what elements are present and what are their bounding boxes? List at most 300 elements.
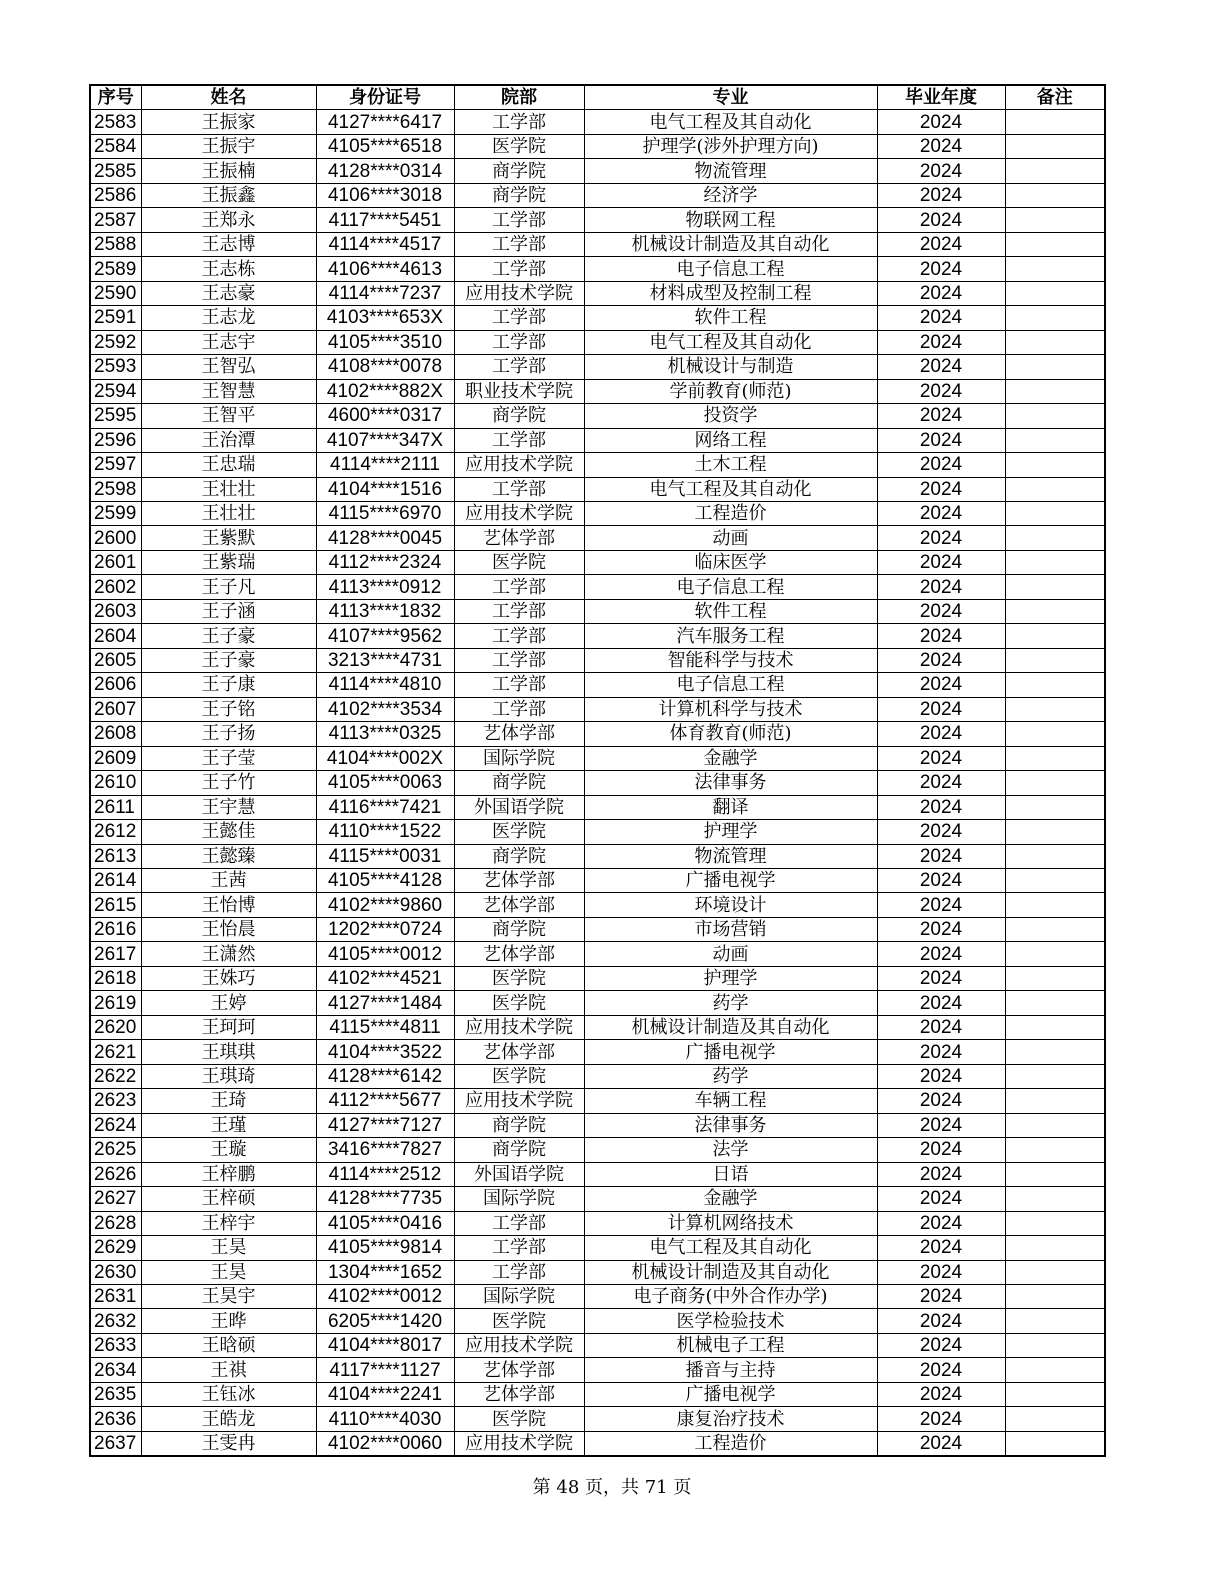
- cell-year: 2024: [877, 844, 1005, 868]
- cell-id: 4113****0912: [316, 575, 454, 599]
- cell-seq: 2611: [90, 795, 141, 819]
- cell-note: [1005, 134, 1105, 158]
- cell-id: 4115****0031: [316, 844, 454, 868]
- cell-dept: 商学院: [454, 1138, 584, 1162]
- cell-seq: 2591: [90, 306, 141, 330]
- table-row: [90, 208, 1105, 232]
- cell-major: 体育教育(师范): [584, 722, 877, 746]
- cell-id: 4107****347X: [316, 428, 454, 452]
- cell-year: 2024: [877, 355, 1005, 379]
- cell-id: 4115****6970: [316, 501, 454, 525]
- cell-id: 4114****4517: [316, 232, 454, 256]
- cell-id: 4102****882X: [316, 379, 454, 403]
- cell-dept: 工学部: [454, 330, 584, 354]
- cell-dept: 商学院: [454, 771, 584, 795]
- cell-note: [1005, 795, 1105, 819]
- cell-name: 王志博: [141, 232, 316, 256]
- cell-dept: 应用技术学院: [454, 281, 584, 305]
- cell-seq: 2630: [90, 1260, 141, 1284]
- cell-seq: 2635: [90, 1382, 141, 1406]
- cell-dept: 工学部: [454, 599, 584, 623]
- cell-name: 王郑永: [141, 208, 316, 232]
- table-row: [90, 1162, 1105, 1186]
- cell-note: [1005, 1382, 1105, 1406]
- cell-seq: 2623: [90, 1089, 141, 1113]
- table-row: [90, 624, 1105, 648]
- cell-dept: 应用技术学院: [454, 1333, 584, 1357]
- cell-dept: 商学院: [454, 1113, 584, 1137]
- cell-note: [1005, 893, 1105, 917]
- cell-note: [1005, 1064, 1105, 1088]
- table-row: [90, 1382, 1105, 1406]
- table-row: [90, 1040, 1105, 1064]
- cell-seq: 2583: [90, 110, 141, 134]
- cell-dept: 外国语学院: [454, 1162, 584, 1186]
- cell-id: 4117****5451: [316, 208, 454, 232]
- cell-note: [1005, 330, 1105, 354]
- table-row: [90, 991, 1105, 1015]
- cell-seq: 2597: [90, 453, 141, 477]
- cell-name: 王振家: [141, 110, 316, 134]
- cell-major: 物联网工程: [584, 208, 877, 232]
- cell-note: [1005, 1138, 1105, 1162]
- cell-year: 2024: [877, 428, 1005, 452]
- cell-dept: 应用技术学院: [454, 1089, 584, 1113]
- cell-note: [1005, 355, 1105, 379]
- cell-major: 市场营销: [584, 917, 877, 941]
- cell-seq: 2631: [90, 1284, 141, 1308]
- cell-note: [1005, 1236, 1105, 1260]
- cell-major: 广播电视学: [584, 869, 877, 893]
- cell-year: 2024: [877, 379, 1005, 403]
- cell-major: 金融学: [584, 746, 877, 770]
- table-row: [90, 330, 1105, 354]
- cell-id: 4105****3510: [316, 330, 454, 354]
- cell-seq: 2612: [90, 820, 141, 844]
- table-row: [90, 673, 1105, 697]
- cell-name: 王怡博: [141, 893, 316, 917]
- cell-year: 2024: [877, 1040, 1005, 1064]
- table-row: [90, 306, 1105, 330]
- cell-note: [1005, 1040, 1105, 1064]
- cell-name: 王晗硕: [141, 1333, 316, 1357]
- cell-year: 2024: [877, 1431, 1005, 1456]
- cell-dept: 艺体学部: [454, 1382, 584, 1406]
- cell-major: 电气工程及其自动化: [584, 330, 877, 354]
- header-name: 姓名: [141, 85, 316, 110]
- cell-major: 日语: [584, 1162, 877, 1186]
- cell-year: 2024: [877, 599, 1005, 623]
- cell-note: [1005, 1358, 1105, 1382]
- cell-note: [1005, 624, 1105, 648]
- cell-name: 王壮壮: [141, 477, 316, 501]
- cell-name: 王梓宇: [141, 1211, 316, 1235]
- cell-major: 物流管理: [584, 844, 877, 868]
- cell-id: 4128****0045: [316, 526, 454, 550]
- cell-major: 土木工程: [584, 453, 877, 477]
- cell-seq: 2590: [90, 281, 141, 305]
- cell-name: 王子豪: [141, 624, 316, 648]
- cell-major: 电气工程及其自动化: [584, 1236, 877, 1260]
- table-row: [90, 134, 1105, 158]
- table-row: [90, 1089, 1105, 1113]
- cell-name: 王昊: [141, 1260, 316, 1284]
- cell-seq: 2602: [90, 575, 141, 599]
- table-row: [90, 404, 1105, 428]
- cell-seq: 2601: [90, 550, 141, 574]
- cell-note: [1005, 1211, 1105, 1235]
- cell-id: 4105****4128: [316, 869, 454, 893]
- cell-id: 4105****6518: [316, 134, 454, 158]
- cell-seq: 2595: [90, 404, 141, 428]
- cell-name: 王昊: [141, 1236, 316, 1260]
- cell-dept: 国际学院: [454, 746, 584, 770]
- table-row: [90, 722, 1105, 746]
- cell-year: 2024: [877, 208, 1005, 232]
- cell-note: [1005, 869, 1105, 893]
- cell-note: [1005, 1015, 1105, 1039]
- cell-major: 法律事务: [584, 1113, 877, 1137]
- cell-dept: 职业技术学院: [454, 379, 584, 403]
- cell-note: [1005, 917, 1105, 941]
- page-footer: 第 48 页，共 71 页: [532, 1477, 692, 1498]
- cell-dept: 商学院: [454, 159, 584, 183]
- cell-year: 2024: [877, 648, 1005, 672]
- cell-dept: 商学院: [454, 917, 584, 941]
- cell-year: 2024: [877, 917, 1005, 941]
- cell-year: 2024: [877, 771, 1005, 795]
- cell-year: 2024: [877, 1309, 1005, 1333]
- cell-note: [1005, 746, 1105, 770]
- cell-dept: 艺体学部: [454, 1040, 584, 1064]
- table-row: [90, 1015, 1105, 1039]
- cell-id: 1304****1652: [316, 1260, 454, 1284]
- cell-major: 护理学(涉外护理方向): [584, 134, 877, 158]
- cell-name: 王皓龙: [141, 1407, 316, 1431]
- cell-major: 药学: [584, 991, 877, 1015]
- table-row: [90, 1431, 1105, 1456]
- cell-major: 电子商务(中外合作办学): [584, 1284, 877, 1308]
- cell-id: 4104****3522: [316, 1040, 454, 1064]
- cell-year: 2024: [877, 1089, 1005, 1113]
- cell-major: 金融学: [584, 1187, 877, 1211]
- table-row: [90, 257, 1105, 281]
- cell-note: [1005, 110, 1105, 134]
- cell-seq: 2629: [90, 1236, 141, 1260]
- cell-year: 2024: [877, 697, 1005, 721]
- table-row: [90, 1333, 1105, 1357]
- cell-name: 王志豪: [141, 281, 316, 305]
- cell-seq: 2633: [90, 1333, 141, 1357]
- cell-major: 机械设计制造及其自动化: [584, 232, 877, 256]
- cell-major: 机械设计制造及其自动化: [584, 1015, 877, 1039]
- cell-note: [1005, 575, 1105, 599]
- cell-major: 物流管理: [584, 159, 877, 183]
- table-row: [90, 379, 1105, 403]
- cell-major: 网络工程: [584, 428, 877, 452]
- cell-seq: 2593: [90, 355, 141, 379]
- cell-year: 2024: [877, 257, 1005, 281]
- cell-name: 王志龙: [141, 306, 316, 330]
- cell-id: 4114****7237: [316, 281, 454, 305]
- table-header-row: [90, 85, 1105, 110]
- cell-name: 王子豪: [141, 648, 316, 672]
- cell-name: 王子铭: [141, 697, 316, 721]
- cell-id: 4128****0314: [316, 159, 454, 183]
- cell-dept: 工学部: [454, 428, 584, 452]
- cell-dept: 艺体学部: [454, 722, 584, 746]
- cell-seq: 2626: [90, 1162, 141, 1186]
- cell-seq: 2625: [90, 1138, 141, 1162]
- header-year: 毕业年度: [877, 85, 1005, 110]
- cell-dept: 医学院: [454, 991, 584, 1015]
- cell-id: 4127****7127: [316, 1113, 454, 1137]
- cell-dept: 商学院: [454, 183, 584, 207]
- cell-year: 2024: [877, 966, 1005, 990]
- cell-dept: 工学部: [454, 1236, 584, 1260]
- cell-major: 临床医学: [584, 550, 877, 574]
- cell-seq: 2586: [90, 183, 141, 207]
- cell-id: 4105****9814: [316, 1236, 454, 1260]
- cell-year: 2024: [877, 869, 1005, 893]
- table-row: [90, 966, 1105, 990]
- cell-year: 2024: [877, 575, 1005, 599]
- cell-note: [1005, 208, 1105, 232]
- cell-major: 机械设计与制造: [584, 355, 877, 379]
- cell-dept: 艺体学部: [454, 1358, 584, 1382]
- cell-note: [1005, 1309, 1105, 1333]
- table-row: [90, 771, 1105, 795]
- cell-major: 学前教育(师范): [584, 379, 877, 403]
- cell-dept: 工学部: [454, 648, 584, 672]
- cell-major: 计算机科学与技术: [584, 697, 877, 721]
- cell-id: 4110****4030: [316, 1407, 454, 1431]
- cell-seq: 2616: [90, 917, 141, 941]
- cell-name: 王祺: [141, 1358, 316, 1382]
- table-body: [90, 110, 1105, 1456]
- cell-dept: 应用技术学院: [454, 501, 584, 525]
- cell-note: [1005, 1407, 1105, 1431]
- cell-name: 王治潭: [141, 428, 316, 452]
- table-row: [90, 575, 1105, 599]
- table-row: [90, 110, 1105, 134]
- table-row: [90, 820, 1105, 844]
- cell-name: 王紫瑞: [141, 550, 316, 574]
- cell-id: 4127****1484: [316, 991, 454, 1015]
- cell-id: 3213****4731: [316, 648, 454, 672]
- cell-year: 2024: [877, 1187, 1005, 1211]
- cell-major: 广播电视学: [584, 1382, 877, 1406]
- cell-note: [1005, 183, 1105, 207]
- cell-id: 4107****9562: [316, 624, 454, 648]
- table-row: [90, 453, 1105, 477]
- cell-major: 法学: [584, 1138, 877, 1162]
- table-row: [90, 795, 1105, 819]
- cell-id: 3416****7827: [316, 1138, 454, 1162]
- cell-id: 4104****8017: [316, 1333, 454, 1357]
- cell-seq: 2627: [90, 1187, 141, 1211]
- cell-major: 投资学: [584, 404, 877, 428]
- cell-dept: 工学部: [454, 477, 584, 501]
- cell-seq: 2617: [90, 942, 141, 966]
- cell-name: 王振鑫: [141, 183, 316, 207]
- cell-seq: 2624: [90, 1113, 141, 1137]
- cell-id: 4104****2241: [316, 1382, 454, 1406]
- cell-dept: 医学院: [454, 550, 584, 574]
- cell-seq: 2610: [90, 771, 141, 795]
- cell-dept: 工学部: [454, 697, 584, 721]
- cell-major: 电子信息工程: [584, 673, 877, 697]
- cell-dept: 医学院: [454, 1064, 584, 1088]
- cell-name: 王瑾: [141, 1113, 316, 1137]
- cell-year: 2024: [877, 746, 1005, 770]
- cell-year: 2024: [877, 722, 1005, 746]
- table-row: [90, 281, 1105, 305]
- cell-name: 王梓鹏: [141, 1162, 316, 1186]
- table-row: [90, 697, 1105, 721]
- cell-seq: 2618: [90, 966, 141, 990]
- cell-note: [1005, 942, 1105, 966]
- cell-seq: 2634: [90, 1358, 141, 1382]
- cell-note: [1005, 453, 1105, 477]
- cell-name: 王姝巧: [141, 966, 316, 990]
- cell-seq: 2620: [90, 1015, 141, 1039]
- cell-id: 4102****0012: [316, 1284, 454, 1308]
- cell-note: [1005, 306, 1105, 330]
- cell-year: 2024: [877, 1162, 1005, 1186]
- graduate-list-table: [89, 84, 1106, 1457]
- cell-major: 软件工程: [584, 599, 877, 623]
- cell-seq: 2587: [90, 208, 141, 232]
- cell-year: 2024: [877, 1236, 1005, 1260]
- header-major: 专业: [584, 85, 877, 110]
- cell-id: 4102****4521: [316, 966, 454, 990]
- cell-year: 2024: [877, 991, 1005, 1015]
- cell-dept: 医学院: [454, 820, 584, 844]
- cell-id: 4102****9860: [316, 893, 454, 917]
- cell-name: 王昊宇: [141, 1284, 316, 1308]
- cell-note: [1005, 281, 1105, 305]
- cell-major: 电子信息工程: [584, 575, 877, 599]
- cell-name: 王茜: [141, 869, 316, 893]
- table-row: [90, 501, 1105, 525]
- cell-seq: 2636: [90, 1407, 141, 1431]
- cell-id: 4112****2324: [316, 550, 454, 574]
- cell-note: [1005, 1431, 1105, 1456]
- cell-year: 2024: [877, 795, 1005, 819]
- header-note: 备注: [1005, 85, 1105, 110]
- cell-seq: 2589: [90, 257, 141, 281]
- cell-year: 2024: [877, 110, 1005, 134]
- cell-note: [1005, 599, 1105, 623]
- cell-name: 王梓硕: [141, 1187, 316, 1211]
- cell-name: 王志宇: [141, 330, 316, 354]
- cell-name: 王忠瑞: [141, 453, 316, 477]
- cell-dept: 商学院: [454, 404, 584, 428]
- cell-name: 王琪琪: [141, 1040, 316, 1064]
- cell-note: [1005, 526, 1105, 550]
- table-row: [90, 1211, 1105, 1235]
- cell-seq: 2596: [90, 428, 141, 452]
- table-row: [90, 869, 1105, 893]
- cell-note: [1005, 550, 1105, 574]
- cell-major: 护理学: [584, 966, 877, 990]
- cell-year: 2024: [877, 1407, 1005, 1431]
- cell-seq: 2628: [90, 1211, 141, 1235]
- table-row: [90, 550, 1105, 574]
- cell-dept: 医学院: [454, 1309, 584, 1333]
- cell-id: 4103****653X: [316, 306, 454, 330]
- cell-seq: 2609: [90, 746, 141, 770]
- cell-name: 王振宇: [141, 134, 316, 158]
- cell-major: 护理学: [584, 820, 877, 844]
- cell-id: 4104****1516: [316, 477, 454, 501]
- cell-name: 王智慧: [141, 379, 316, 403]
- table-row: [90, 1113, 1105, 1137]
- cell-dept: 工学部: [454, 232, 584, 256]
- cell-year: 2024: [877, 501, 1005, 525]
- cell-seq: 2584: [90, 134, 141, 158]
- cell-dept: 工学部: [454, 355, 584, 379]
- cell-dept: 工学部: [454, 1211, 584, 1235]
- cell-note: [1005, 1284, 1105, 1308]
- table-row: [90, 1236, 1105, 1260]
- cell-seq: 2592: [90, 330, 141, 354]
- cell-name: 王紫默: [141, 526, 316, 550]
- cell-seq: 2637: [90, 1431, 141, 1456]
- cell-name: 王子凡: [141, 575, 316, 599]
- cell-year: 2024: [877, 1284, 1005, 1308]
- table-row: [90, 1407, 1105, 1431]
- cell-id: 4102****3534: [316, 697, 454, 721]
- cell-note: [1005, 673, 1105, 697]
- cell-note: [1005, 966, 1105, 990]
- cell-name: 王振楠: [141, 159, 316, 183]
- cell-year: 2024: [877, 1358, 1005, 1382]
- table-row: [90, 159, 1105, 183]
- cell-note: [1005, 844, 1105, 868]
- cell-note: [1005, 697, 1105, 721]
- cell-name: 王琪琦: [141, 1064, 316, 1088]
- cell-year: 2024: [877, 134, 1005, 158]
- header-seq: 序号: [90, 85, 141, 110]
- cell-name: 王怡晨: [141, 917, 316, 941]
- cell-seq: 2598: [90, 477, 141, 501]
- cell-name: 王子扬: [141, 722, 316, 746]
- cell-seq: 2619: [90, 991, 141, 1015]
- cell-year: 2024: [877, 526, 1005, 550]
- cell-major: 广播电视学: [584, 1040, 877, 1064]
- table-row: [90, 1309, 1105, 1333]
- cell-major: 工程造价: [584, 1431, 877, 1456]
- cell-seq: 2603: [90, 599, 141, 623]
- cell-seq: 2588: [90, 232, 141, 256]
- cell-name: 王钰冰: [141, 1382, 316, 1406]
- cell-dept: 艺体学部: [454, 869, 584, 893]
- cell-year: 2024: [877, 624, 1005, 648]
- cell-seq: 2605: [90, 648, 141, 672]
- cell-dept: 工学部: [454, 673, 584, 697]
- cell-year: 2024: [877, 820, 1005, 844]
- cell-id: 4110****1522: [316, 820, 454, 844]
- cell-note: [1005, 1113, 1105, 1137]
- cell-year: 2024: [877, 1333, 1005, 1357]
- cell-dept: 国际学院: [454, 1284, 584, 1308]
- table-row: [90, 232, 1105, 256]
- cell-major: 车辆工程: [584, 1089, 877, 1113]
- table-row: [90, 1284, 1105, 1308]
- cell-note: [1005, 991, 1105, 1015]
